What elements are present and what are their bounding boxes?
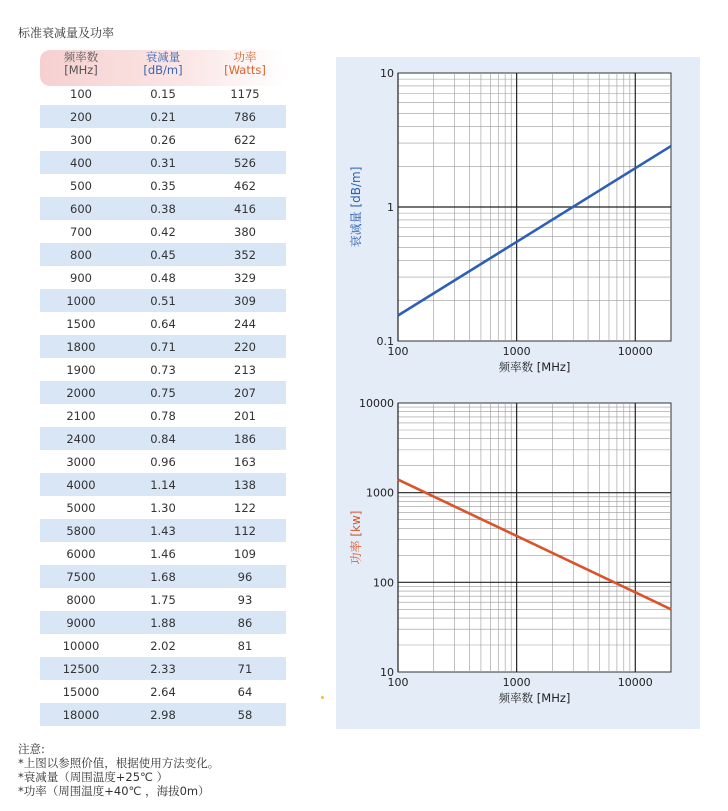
- header-attenuation-unit: [dB/m]: [143, 63, 183, 77]
- cell-frequency: 600: [70, 202, 92, 216]
- cell-power: 86: [237, 616, 253, 630]
- cell-attenuation: 2.64: [150, 685, 176, 699]
- cell-frequency: 700: [70, 225, 92, 239]
- cell-frequency: 3000: [66, 455, 96, 469]
- header-power: [204, 51, 286, 77]
- table-row: [40, 565, 286, 588]
- cell-frequency: 400: [70, 156, 92, 170]
- cell-frequency: 9000: [66, 616, 96, 630]
- table-row: [40, 680, 286, 703]
- cell-frequency: 2400: [66, 432, 96, 446]
- header-power-name: 功率: [233, 50, 257, 64]
- cell-power: 163: [234, 455, 256, 469]
- cell-frequency: 300: [70, 133, 92, 147]
- table-row: [40, 220, 286, 243]
- x-tick-label: 10000: [617, 345, 653, 358]
- table-row: [40, 519, 286, 542]
- cell-power: 96: [237, 570, 253, 584]
- cell-frequency: 1500: [66, 317, 96, 331]
- cell-frequency: 5000: [66, 501, 96, 515]
- cell-power: 786: [234, 110, 256, 124]
- cell-power: 122: [234, 501, 256, 515]
- cell-attenuation: 0.73: [150, 363, 176, 377]
- y-tick-label: 1000: [366, 486, 394, 500]
- cell-frequency: 1800: [66, 340, 96, 354]
- cell-power: 1175: [230, 87, 260, 101]
- table-row: [40, 174, 286, 197]
- header-frequency-name: 频率数: [63, 50, 99, 64]
- cell-frequency: 12500: [62, 662, 100, 676]
- cell-attenuation: 0.15: [150, 87, 176, 101]
- cell-frequency: 900: [70, 271, 92, 285]
- table-row: [40, 473, 286, 496]
- cell-frequency: 7500: [66, 570, 96, 584]
- cell-power: 352: [234, 248, 256, 262]
- cell-attenuation: 0.31: [150, 156, 176, 170]
- x-tick-label: 10000: [617, 676, 653, 689]
- cell-power: 309: [234, 294, 256, 308]
- y-axis-label: 衰减量 [dB/m]: [349, 166, 363, 248]
- y-axis-label: 功率 [kw]: [349, 510, 363, 565]
- table-row: [40, 128, 286, 151]
- table-row: [40, 450, 286, 473]
- cell-power: 64: [237, 685, 253, 699]
- cell-power: 220: [234, 340, 256, 354]
- header-attenuation: [122, 51, 204, 77]
- cell-attenuation: 1.46: [150, 547, 176, 561]
- cell-attenuation: 0.26: [150, 133, 176, 147]
- cell-frequency: 10000: [62, 639, 100, 653]
- y-tick-label: 10: [380, 67, 394, 80]
- cell-attenuation: 1.43: [150, 524, 176, 538]
- y-tick-label: 10000: [359, 397, 394, 410]
- table-row: [40, 289, 286, 312]
- cell-attenuation: 1.75: [150, 593, 176, 607]
- cell-power: 138: [234, 478, 256, 492]
- notes-heading: 注意:: [18, 742, 45, 756]
- y-tick-label: 0.1: [376, 335, 394, 348]
- cell-frequency: 2100: [66, 409, 96, 423]
- cell-frequency: 15000: [62, 685, 100, 699]
- header-power-unit: [Watts]: [224, 63, 266, 77]
- cell-power: 81: [237, 639, 253, 653]
- cell-attenuation: 1.14: [150, 478, 176, 492]
- cell-power: 213: [234, 363, 256, 377]
- dot-mark: [321, 696, 324, 699]
- table-row: [40, 588, 286, 611]
- cell-attenuation: 2.02: [150, 639, 176, 653]
- cell-power: 71: [237, 662, 253, 676]
- note-line: *上图以参照价值，根据使用方法变化。: [18, 756, 220, 770]
- table-row: [40, 197, 286, 220]
- cell-attenuation: 0.64: [150, 317, 176, 331]
- cell-attenuation: 0.75: [150, 386, 176, 400]
- table-row: [40, 105, 286, 128]
- table-row: [40, 703, 286, 726]
- cell-power: 109: [234, 547, 256, 561]
- x-tick-label: 100: [387, 676, 409, 689]
- x-tick-label: 100: [387, 345, 409, 358]
- data-table: [40, 50, 286, 722]
- cell-attenuation: 0.96: [150, 455, 176, 469]
- charts-svg: [336, 57, 700, 729]
- cell-attenuation: 0.51: [150, 294, 176, 308]
- cell-attenuation: 1.88: [150, 616, 176, 630]
- cell-power: 58: [237, 708, 253, 722]
- x-tick-label: 1000: [502, 345, 531, 358]
- header-frequency-unit: [MHz]: [64, 63, 98, 77]
- table-row: [40, 611, 286, 634]
- cell-frequency: 6000: [66, 547, 96, 561]
- cell-attenuation: 0.38: [150, 202, 176, 216]
- cell-attenuation: 0.48: [150, 271, 176, 285]
- cell-power: 112: [234, 524, 256, 538]
- table-row: [40, 381, 286, 404]
- cell-power: 462: [234, 179, 256, 193]
- x-tick-label: 1000: [502, 676, 531, 689]
- table-row: [40, 542, 286, 565]
- cell-frequency: 4000: [66, 478, 96, 492]
- cell-frequency: 500: [70, 179, 92, 193]
- cell-frequency: 800: [70, 248, 92, 262]
- cell-power: 329: [234, 271, 256, 285]
- cell-attenuation: 2.33: [150, 662, 176, 676]
- table-row: [40, 634, 286, 657]
- cell-attenuation: 0.78: [150, 409, 176, 423]
- cell-attenuation: 0.71: [150, 340, 176, 354]
- cell-power: 416: [234, 202, 256, 216]
- cell-power: 207: [234, 386, 256, 400]
- note-line: *衰减量（周围温度+25℃ ）: [18, 770, 169, 784]
- table-header: [40, 50, 286, 86]
- cell-frequency: 5800: [66, 524, 96, 538]
- table-row: [40, 335, 286, 358]
- table-row: [40, 657, 286, 680]
- table-row: [40, 427, 286, 450]
- table-row: [40, 404, 286, 427]
- cell-power: 93: [237, 593, 253, 607]
- cell-frequency: 18000: [62, 708, 100, 722]
- cell-power: 380: [234, 225, 256, 239]
- notes: [18, 742, 219, 798]
- cell-frequency: 1900: [66, 363, 96, 377]
- cell-attenuation: 0.45: [150, 248, 176, 262]
- note-line: *功率（周围温度+40℃ ，海拔0m）: [18, 784, 210, 798]
- cell-attenuation: 0.21: [150, 110, 176, 124]
- cell-frequency: 1000: [66, 294, 96, 308]
- cell-frequency: 100: [70, 87, 92, 101]
- cell-power: 526: [234, 156, 256, 170]
- x-axis-label: 频率数 [MHz]: [498, 360, 571, 374]
- x-axis-label: 频率数 [MHz]: [498, 691, 571, 705]
- cell-attenuation: 0.35: [150, 179, 176, 193]
- y-tick-label: 100: [373, 576, 394, 590]
- header-attenuation-name: 衰减量: [145, 50, 181, 64]
- table-row: [40, 496, 286, 519]
- table-row: [40, 82, 286, 105]
- cell-power: 186: [234, 432, 256, 446]
- page-title: 标准衰减量及功率: [18, 26, 115, 40]
- cell-frequency: 2000: [66, 386, 96, 400]
- y-tick-label: 10: [380, 666, 394, 679]
- cell-attenuation: 0.42: [150, 225, 176, 239]
- table-row: [40, 312, 286, 335]
- chart-panel: [336, 57, 700, 729]
- cell-attenuation: 0.84: [150, 432, 176, 446]
- header-frequency: [40, 51, 122, 77]
- cell-power: 244: [234, 317, 256, 331]
- cell-attenuation: 2.98: [150, 708, 176, 722]
- cell-frequency: 200: [70, 110, 92, 124]
- cell-power: 622: [234, 133, 256, 147]
- table-row: [40, 358, 286, 381]
- y-tick-label: 1: [387, 201, 394, 214]
- table-row: [40, 266, 286, 289]
- table-row: [40, 151, 286, 174]
- cell-power: 201: [234, 409, 256, 423]
- table-row: [40, 243, 286, 266]
- cell-attenuation: 1.30: [150, 501, 176, 515]
- cell-attenuation: 1.68: [150, 570, 176, 584]
- cell-frequency: 8000: [66, 593, 96, 607]
